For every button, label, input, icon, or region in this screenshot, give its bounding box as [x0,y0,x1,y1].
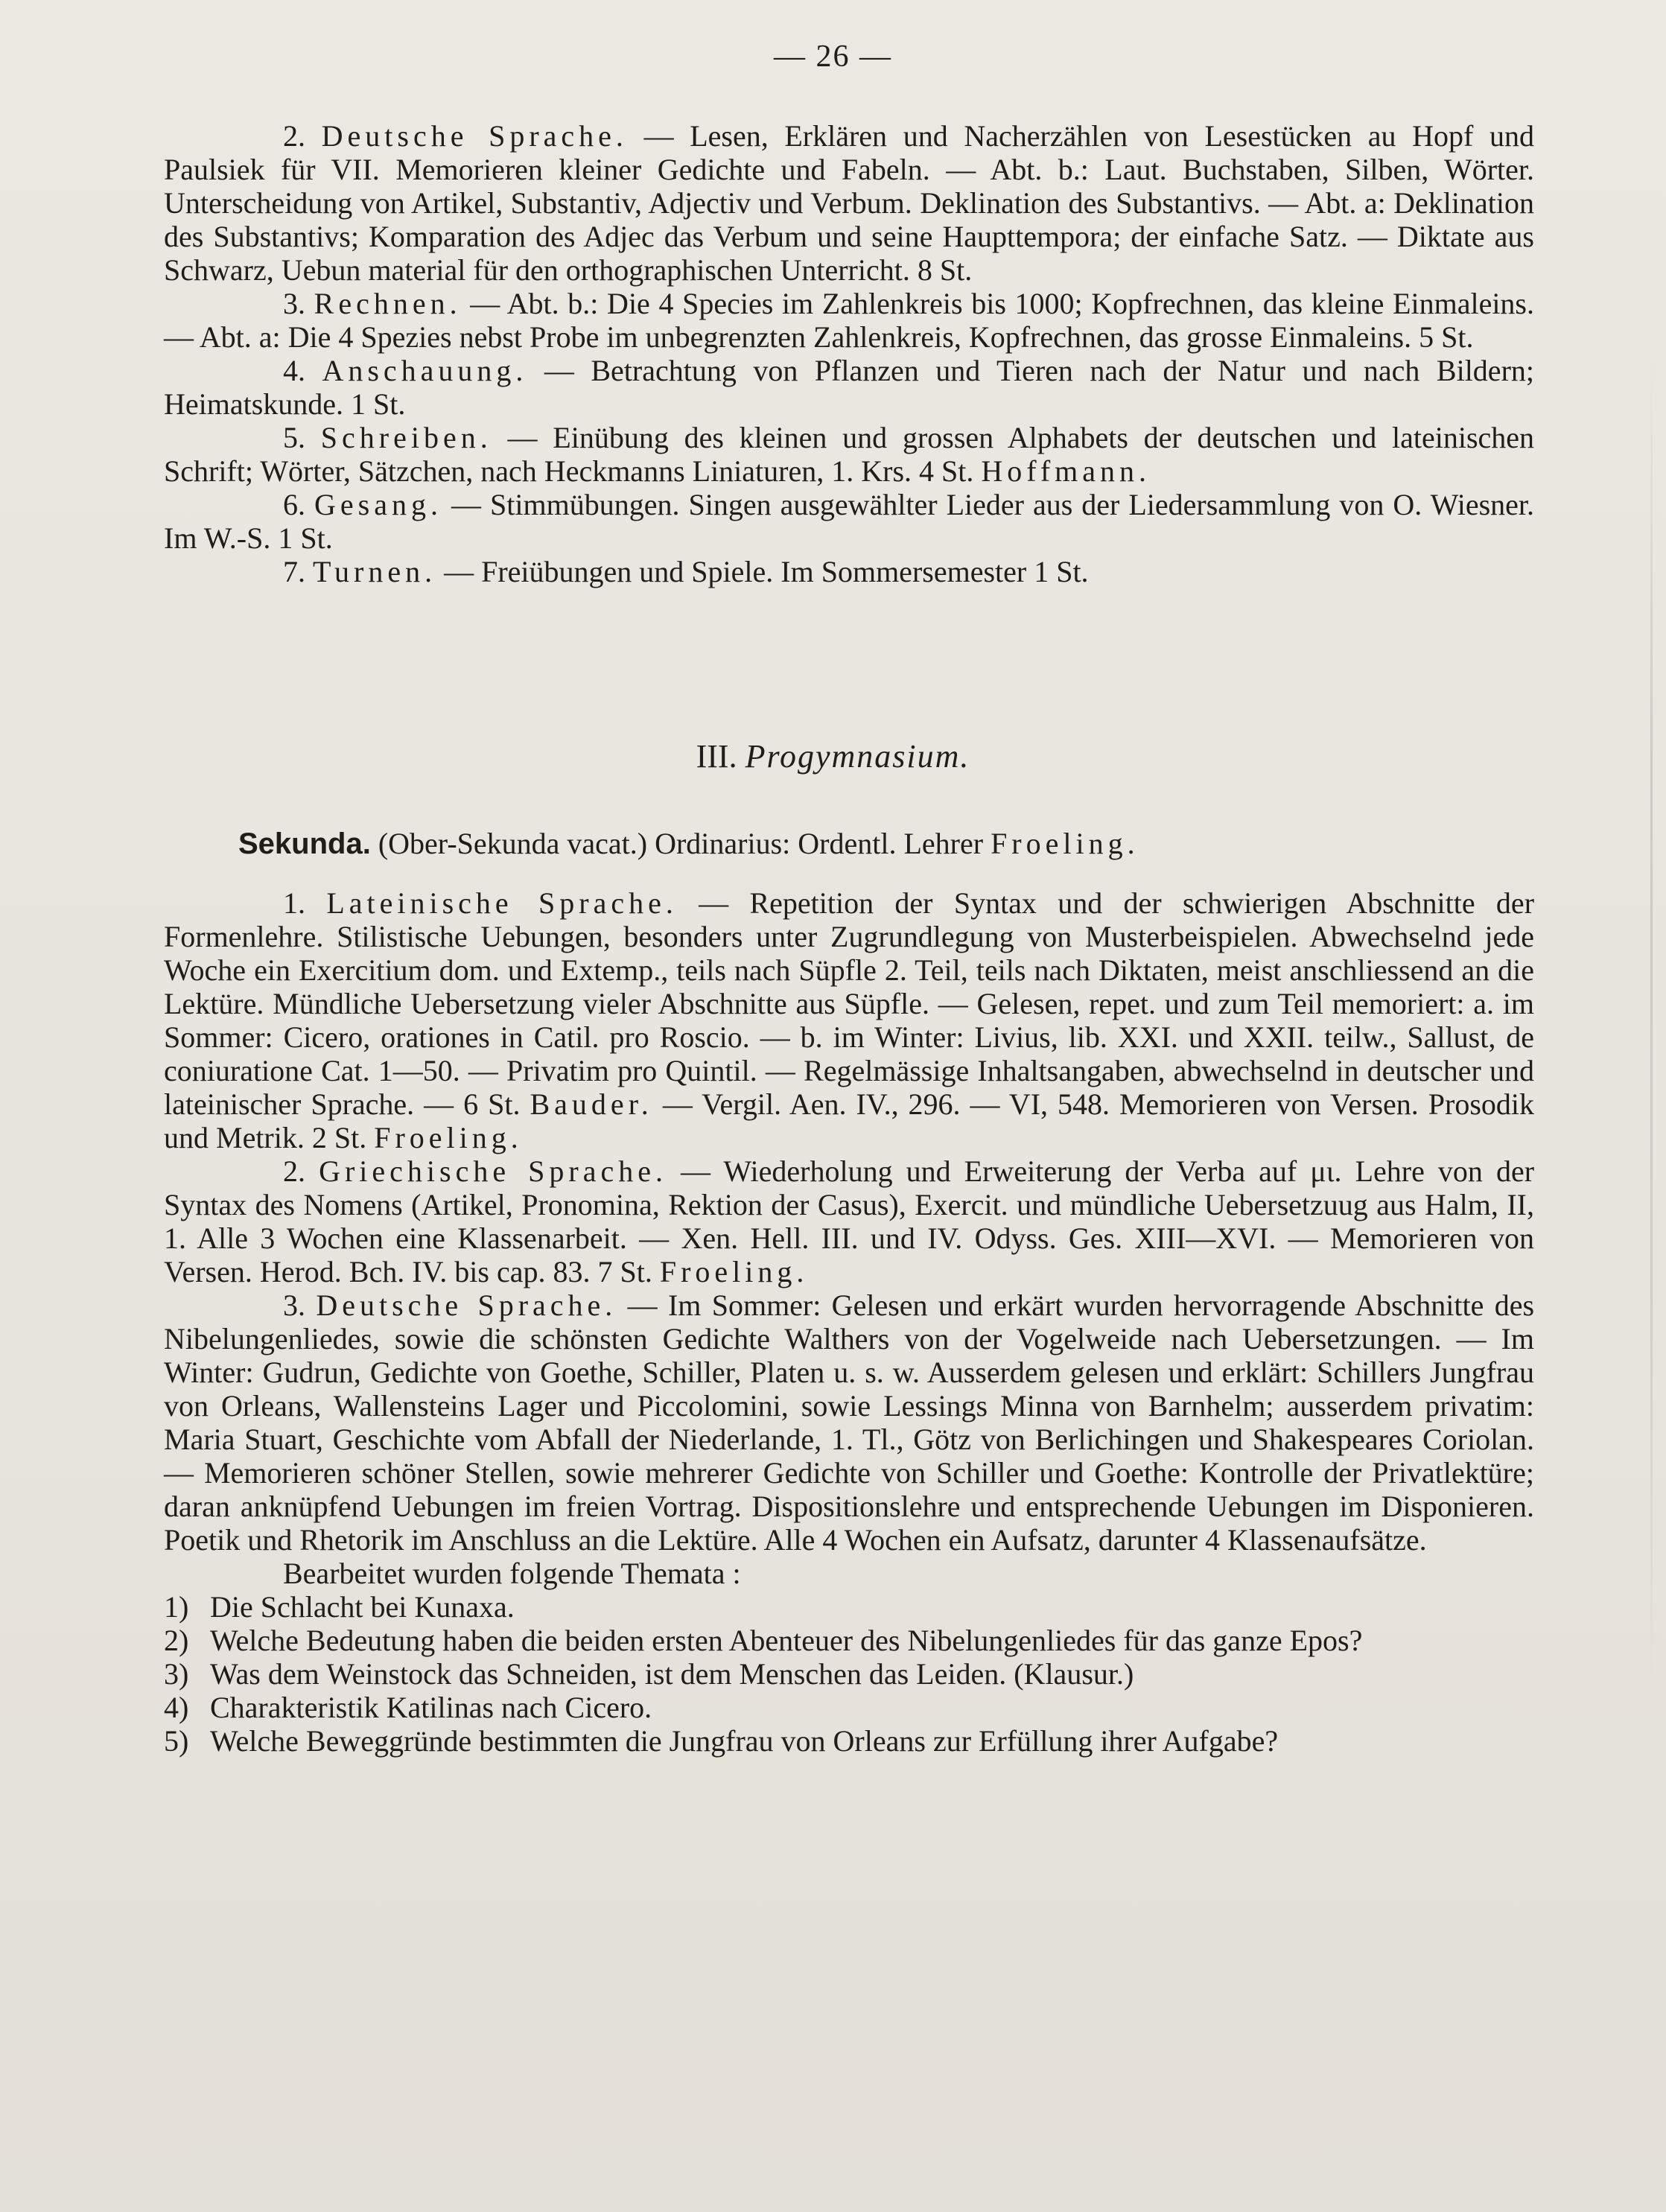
theme-text: Die Schlacht bei Kunaxa. [210,1590,515,1624]
subject-body: — Repetition der Syntax und der schwierigen Abschnitte der Formenlehre. Stilistische Uebungen, besonders unter Zugrundlegung von Musterbeispielen. Abwechselnd jede Woche ein Exercitium dom. und Extemp., teils nach Süpfle 2. Teil, teils nach Diktaten, meist anschliessend an die Lektüre. Mündliche Uebersetzung vieler Abschnitte aus Süpfle. — Gelesen, repet. und zum Teil memoriert: a. im Sommer: Cicero, orationes in Catil. pro Roscio. — b. im Winter: Livius, lib. XXI. und XXII. teilw., Sallust, de coniuratione Cat. 1—50. — Privatim pro Quintil. — Regelmässige Inhaltsangaben, abwechselnd in deutscher und lateinischer Sprache. — 6 St. [164,886,1535,1121]
subject-title: Rechnen. [314,287,462,320]
paragraph-griechisch [164,1154,1534,1288]
subject-title: Griechische Sprache. [319,1154,667,1188]
themes-intro: Bearbeitet wurden folgende Themata : [283,1557,741,1590]
teacher-name: Froeling. [374,1121,523,1154]
teacher-name: Froeling. [991,827,1139,860]
heading-title: Progymnasium. [745,738,970,775]
item-number: 3. [283,287,305,320]
theme-number: 4) [164,1691,189,1724]
paragraph-turnen [164,555,1534,588]
teacher-name: Bauder. [530,1087,653,1121]
item-number: 6. [283,488,305,521]
subject-body: — Im Sommer: Gelesen und erkärt wurden hervorragende Abschnitte des Nibelungenliedes, sowie die schönsten Gedichte Walthers von der Vogelweide nach Uebersetzungen. — Im Winter: Gudrun, Gedichte von Goethe, Schiller, Platen u. s. w. Ausserdem gelesen und erklärt: Schillers Jungfrau von Orleans, Wallensteins Lager und Piccolomini, sowie Lessings Minna von Barnhelm; ausserdem privatim: Maria Stuart, Geschichte vom Abfall der Niederlande, 1. Tl., Götz von Berlichingen und Shakespeares Coriolan. — Memorieren schöner Stellen, sowie mehrerer Gedichte von Schiller und Goethe: Kontrolle der Privatlektüre; daran anknüpfend Uebungen im freien Vortrag. Dispositionslehre und entsprechende Uebungen im Disponieren. Poetik und Rhetorik im Anschluss an die Lektüre. Alle 4 Wochen ein Aufsatz, darunter 4 Klassenaufsätze. [164,1288,1535,1557]
item-number: 2. [283,119,305,153]
paragraph-gesang [164,488,1534,555]
themes-list [164,1590,1534,1758]
sekunda-section-text [164,827,1534,1758]
item-number: 7. [283,555,305,588]
item-number: 2. [283,1154,305,1188]
class-label: Sekunda. [238,827,371,860]
subject-body: — Einübung des kleinen und grossen Alphabets der deutschen und lateinischen Schrift; Wörter, Sätzchen, nach Heckmanns Liniaturen, 1. Krs. 4 St. [164,421,1535,488]
theme-number: 3) [164,1657,189,1691]
paragraph-anschauung [164,354,1534,421]
subject-body: — Stimmübungen. Singen ausgewählter Lieder aus der Liedersammlung von O. Wiesner. Im W.-S. 1 St. [164,488,1535,555]
theme-text: Charakteristik Katilinas nach Cicero. [210,1691,652,1724]
subject-body: — Freiübungen und Spiele. Im Sommersemester 1 St. [444,555,1089,588]
list-item [164,1724,1534,1758]
subject-title: Turnen. [313,555,437,588]
theme-text: Welche Beweggründe bestimmten die Jungfrau von Orleans zur Erfüllung ihrer Aufgabe? [210,1724,1279,1758]
item-number: 4. [283,354,305,387]
list-item [164,1691,1534,1724]
page-edge-shadow [1650,357,1653,1698]
subject-title: Lateinische Sprache. [326,886,678,920]
subject-title: Gesang. [314,488,442,521]
theme-text: Welche Bedeutung haben die beiden ersten Abenteuer des Nibelungenliedes für das ganze Epos? [210,1624,1363,1657]
sekunda-line [164,827,1534,861]
subject-body: — Betrachtung von Pflanzen und Tieren nach der Natur und nach Bildern; Heimatskunde. 1 St. [164,354,1534,421]
subject-body: — Lesen, Erklären und Nacherzählen von Lesestücken au Hopf und Paulsiek für VII. Memorieren kleiner Gedichte und Fabeln. — Abt. b.: Laut. Buchstaben, Silben, Wörter. Unterscheidung von Artikel, Substantiv, Adjectiv und Verbum. Deklination des Substantivs. — Abt. a: Deklination des Substantivs; Komparation des Adjec das Verbum und seine Haupttempora; der einfache Satz. — Diktate aus Schwarz, Uebun material für den orthographischen Unterricht. 8 St. [164,119,1535,287]
grade-section-text [164,119,1534,588]
subject-body: — Abt. b.: Die 4 Species im Zahlenkreis bis 1000; Kopfrechnen, das kleine Einmaleins. — Abt. a: Die 4 Spezies nebst Probe im unbegrenzten Zahlenkreis, Kopfrechnen, das grosse Einmaleins. 5 St. [164,287,1535,354]
subject-body: — Wiederholung und Erweiterung der Verba auf μι. Lehre von der Syntax des Nomens (Artikel, Pronomina, Rektion der Casus), Exercit. und mündliche Uebersetzuug aus Halm, II, 1. Alle 3 Wochen eine Klassenarbeit. — Xen. Hell. III. und IV. Odyss. Ges. XIII—XVI. — Memorieren von Versen. Herod. Bch. IV. bis cap. 83. 7 St. [164,1154,1535,1288]
subject-title: Deutsche Sprache. [321,119,628,153]
paragraph-deutsch [164,119,1534,287]
teacher-name: Hoffmann. [981,454,1151,488]
paragraph-deutsch [164,1288,1534,1557]
subject-title: Deutsche Sprache. [316,1288,617,1322]
teacher-name: Froeling. [659,1255,809,1288]
page-number: — 26 — [774,39,892,74]
paragraph-rechnen [164,287,1534,354]
paragraph-schreiben [164,421,1534,488]
subject-title: Schreiben. [320,421,492,454]
list-item [164,1590,1534,1624]
theme-number: 5) [164,1724,189,1758]
item-number: 5. [283,421,305,454]
list-item [164,1624,1534,1657]
heading-roman: III. [696,738,737,775]
theme-number: 1) [164,1590,189,1624]
theme-text: Was dem Weinstock das Schneiden, ist dem Menschen das Leiden. (Klausur.) [210,1657,1134,1691]
theme-number: 2) [164,1624,189,1657]
item-number: 1. [283,886,305,920]
list-item [164,1657,1534,1691]
section-heading [0,737,1666,775]
subject-title: Anschauung. [322,354,528,387]
item-number: 3. [283,1288,305,1322]
class-info: (Ober-Sekunda vacat.) Ordinarius: Ordentl. Lehrer [378,827,984,860]
paragraph-latein [164,886,1534,1154]
subject-body: — Vergil. Aen. IV., 296. — VI, 548. Memorieren von Versen. Prosodik und Metrik. 2 St. [164,1087,1535,1154]
